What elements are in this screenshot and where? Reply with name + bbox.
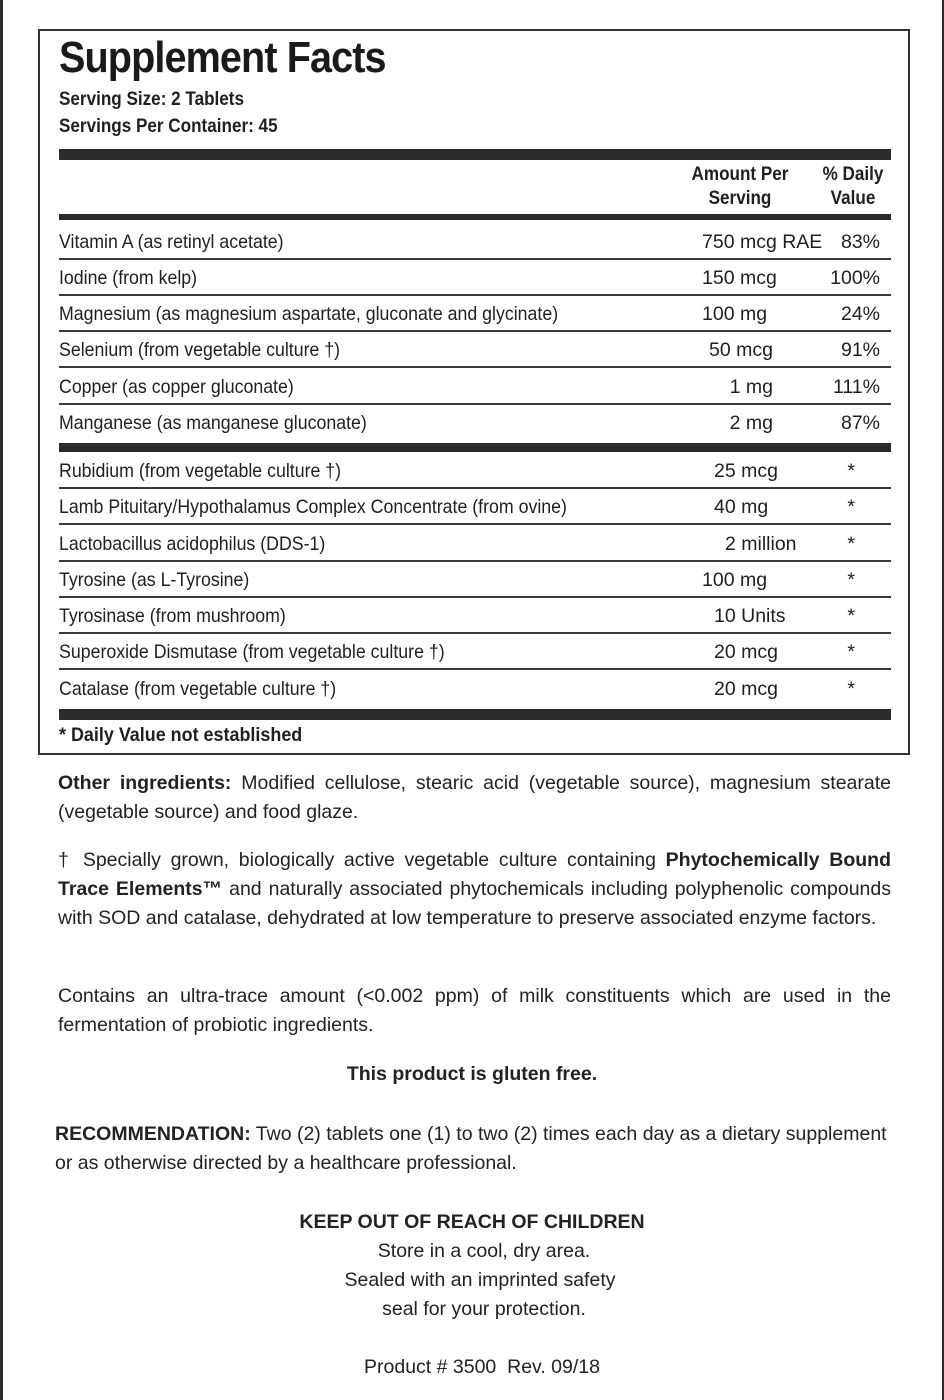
milk-note: Contains an ultra-trace amount (<0.002 ppm) of milk constituents which are used in the fermentation of probiotic ingredients. <box>58 985 891 1036</box>
columns-rule <box>59 214 891 220</box>
nutrient-amount: 20 mcg <box>714 641 778 663</box>
nutrient-name: Iodine (from kelp) <box>59 267 198 289</box>
nutrient-row <box>59 405 891 441</box>
nutrient-amount: 2 million <box>725 533 797 555</box>
nutrient-amount: 750 mcg RAE <box>702 231 823 253</box>
nutrient-name: Magnesium (as magnesium aspartate, gluconate and glycinate) <box>59 303 559 325</box>
group-divider-rule <box>59 443 891 452</box>
nutrient-daily-value: * <box>847 605 855 627</box>
nutrient-name: Tyrosinase (from mushroom) <box>59 605 286 627</box>
nutrient-name: Tyrosine (as L-Tyrosine) <box>59 569 250 591</box>
nutrient-row <box>59 224 891 260</box>
seal-line-1: Sealed with an imprinted safety <box>344 1269 616 1291</box>
nutrient-row <box>59 562 891 598</box>
nutrient-name: Manganese (as manganese gluconate) <box>59 412 367 434</box>
nutrient-row <box>59 634 891 670</box>
nutrient-amount: 20 mcg <box>714 678 778 700</box>
warning-title: KEEP OUT OF REACH OF CHILDREN <box>299 1211 645 1233</box>
dv-header-line1: % Daily <box>822 164 884 185</box>
facts-title: Supplement Facts <box>59 33 386 82</box>
amount-header-line1: Amount Per <box>691 164 789 185</box>
daily-value-header <box>816 163 890 211</box>
nutrient-amount: 40 mg <box>714 496 769 518</box>
nutrient-row <box>59 598 891 634</box>
footer-thick-rule <box>59 709 891 720</box>
nutrient-row <box>59 296 891 332</box>
nutrient-daily-value: 24% <box>840 303 880 325</box>
amount-per-serving-header <box>682 163 799 211</box>
nutrient-daily-value: * <box>847 496 855 518</box>
other-ingredients-label: Other ingredients: <box>58 772 232 794</box>
nutrient-daily-value: * <box>847 460 855 482</box>
recommendation-text: Two (2) tablets one (1) to two (2) times each day as a dietary supplement or as otherwise directed by a healthcare professional. <box>55 1123 887 1174</box>
nutrient-name: Catalase (from vegetable culture †) <box>59 678 337 700</box>
nutrient-daily-value: 100% <box>830 267 880 289</box>
nutrient-row <box>59 369 891 405</box>
nutrient-name: Copper (as copper gluconate) <box>59 376 294 398</box>
nutrient-amount: 10 Units <box>714 605 786 627</box>
page-border-left <box>0 0 3 1400</box>
other-ingredients <box>58 769 891 827</box>
daily-value-footnote: * Daily Value not established <box>59 724 303 746</box>
nutrient-amount: 50 mcg <box>709 339 773 361</box>
recommendation <box>55 1120 903 1178</box>
nutrient-row <box>59 489 891 525</box>
nutrient-daily-value: 87% <box>840 412 880 434</box>
nutrient-name: Selenium (from vegetable culture †) <box>59 339 341 361</box>
supplement-facts-panel <box>38 29 910 755</box>
nutrient-daily-value: * <box>847 533 855 555</box>
recommendation-label: RECOMMENDATION: <box>55 1123 251 1145</box>
amount-header-line2: Serving <box>708 188 772 209</box>
nutrient-row <box>59 526 891 562</box>
nutrient-daily-value: 91% <box>840 339 880 361</box>
nutrient-amount: 150 mcg <box>702 267 777 289</box>
nutrient-amount: 1 mg <box>729 376 773 398</box>
nutrient-row <box>59 260 891 296</box>
gluten-free-statement: This product is gluten free. <box>346 1063 598 1085</box>
nutrient-name: Rubidium (from vegetable culture †) <box>59 460 342 482</box>
dagger-note <box>58 846 891 933</box>
servings-per-container: Servings Per Container: 45 <box>59 116 278 137</box>
nutrient-daily-value: * <box>847 678 855 700</box>
nutrient-daily-value: 83% <box>840 231 880 253</box>
header-thick-rule <box>59 149 891 160</box>
dagger-note-prefix: † Specially grown, biologically active vegetable culture containing <box>58 849 666 871</box>
dagger-note-bold: Phytochemically Bound Trace Elements™ <box>58 849 891 900</box>
dv-header-line2: Value <box>830 188 876 209</box>
nutrient-daily-value: * <box>847 569 855 591</box>
storage-line: Store in a cool, dry area. <box>377 1240 591 1262</box>
nutrient-name: Vitamin A (as retinyl acetate) <box>59 231 284 253</box>
serving-size: Serving Size: 2 Tablets <box>59 89 245 110</box>
nutrient-amount: 2 mg <box>729 412 773 434</box>
nutrient-amount: 100 mg <box>702 303 768 325</box>
nutrient-name: Lactobacillus acidophilus (DDS-1) <box>59 533 326 555</box>
nutrient-daily-value: * <box>847 641 855 663</box>
nutrient-row <box>59 671 891 707</box>
nutrient-daily-value: 111% <box>833 376 880 398</box>
nutrient-amount: 25 mcg <box>714 460 778 482</box>
nutrient-name: Lamb Pituitary/Hypothalamus Complex Concentrate (from ovine) <box>59 496 567 518</box>
seal-line-2: seal for your protection. <box>382 1298 586 1320</box>
product-code: Product # 3500 Rev. 09/18 <box>364 1356 600 1378</box>
other-ingredients-text: Modified cellulose, stearic acid (vegetable source), magnesium stearate (vegetable source) and food glaze. <box>58 772 891 823</box>
nutrient-row <box>59 453 891 489</box>
nutrient-row <box>59 332 891 368</box>
nutrient-name: Superoxide Dismutase (from vegetable culture †) <box>59 641 445 663</box>
nutrient-amount: 100 mg <box>702 569 768 591</box>
dagger-note-suffix: and naturally associated phytochemicals including polyphenolic compounds with SOD and catalase, dehydrated at low temperature to preserve associated enzyme factors. <box>58 878 891 929</box>
